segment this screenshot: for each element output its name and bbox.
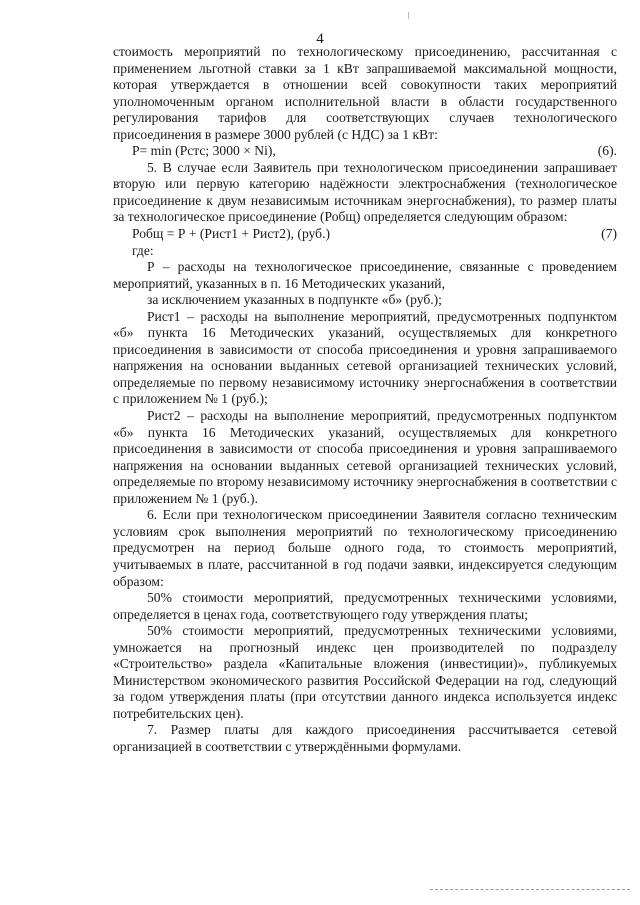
scan-mark (408, 12, 409, 19)
formula-7-number: (7) (601, 226, 617, 242)
definition-p-exception: за исключением указанных в подпункте «б» (руб.); (147, 292, 442, 308)
formula-6-expression: P= min (Pстс; 3000 × Ni), (132, 143, 276, 159)
paragraph-7: 7. Размер платы для каждого присоединения рассчитывается сетевой организацией в соответствии с утверждёнными формулами. (113, 722, 617, 754)
paragraph-50-percent-base: 50% стоимости мероприятий, предусмотренных техническими условиями, определяется в ценах года, соответствующего году утверждения платы; (113, 590, 617, 622)
paragraph-6: 6. Если при технологическом присоединении Заявителя согласно техническим условиям срок выполнения мероприятий по технологическому присоединению предусмотрен на период больше одного года, то стоимость мероприятий, учитываемых в плате, рассчитанной в год подачи заявки, индексируется следующим образом: (113, 507, 617, 589)
formula-7-expression: Робщ = Р + (Рист1 + Рист2), (руб.) (132, 226, 331, 242)
definition-p: Р – расходы на технологическое присоединение, связанные с проведением мероприятий, указанных в п. 16 Методических указаний, (113, 259, 617, 291)
footer-rule (430, 889, 630, 890)
formula-7 (113, 226, 617, 243)
formula-6 (113, 143, 617, 160)
page-number: 4 (316, 31, 324, 47)
where-label: где: (132, 242, 154, 258)
document-body (113, 44, 617, 756)
formula-6-number: (6). (597, 143, 617, 159)
definition-rist2: Рист2 – расходы на выполнение мероприятий, предусмотренных подпунктом «б» пункта 16 Методических указаний, осуществляемых для конкретного присоединения в зависимости от способа присоединения и уровня запрашиваемого напряжения на основании выданных сетевой организацией технических условий, определяемые по второму независимому источнику энергоснабжения в соответствии с приложением № 1 (руб.). (113, 408, 617, 506)
paragraph-5: 5. В случае если Заявитель при технологическом присоединении запрашивает вторую или первую категорию надёжности электроснабжения (технологическое присоединение к двум независимым источникам энергоснабжения), то размер платы за технологическое присоединение (Робщ) определяется следующим образом: (113, 159, 617, 225)
paragraph-50-percent-indexed: 50% стоимости мероприятий, предусмотренных техническими условиями, умножается на прогнозный индекс цен производителей по подразделу «Строительство» раздела «Капитальные вложения (инвестиции)», публикуемых Министерством экономического развития Российской Федерации на год, следующий за годом утверждения платы (при отсутствии данного индекса используется индекс потребительских цен). (113, 623, 617, 721)
definition-rist1: Рист1 – расходы на выполнение мероприятий, предусмотренных подпунктом «б» пункта 16 Методических указаний, осуществляемых для конкретного присоединения в зависимости от способа присоединения и уровня запрашиваемого напряжения на основании выданных сетевой организацией технических условий, определяемые по первому независимому источнику энергоснабжения в соответствии с приложением № 1 (руб.); (113, 308, 617, 407)
paragraph-tariff-cost: стоимость мероприятий по технологическому присоединению, рассчитанная с применением льготной ставки за 1 кВт запрашиваемой максимальной мощности, которая утверждается в отношении всей совокупности таких мероприятий уполномоченным органом исполнительной власти в области государственного регулирования тарифов для соответствующих случаев технологического присоединения в размере 3000 рублей (с НДС) за 1 кВт: (113, 44, 617, 142)
